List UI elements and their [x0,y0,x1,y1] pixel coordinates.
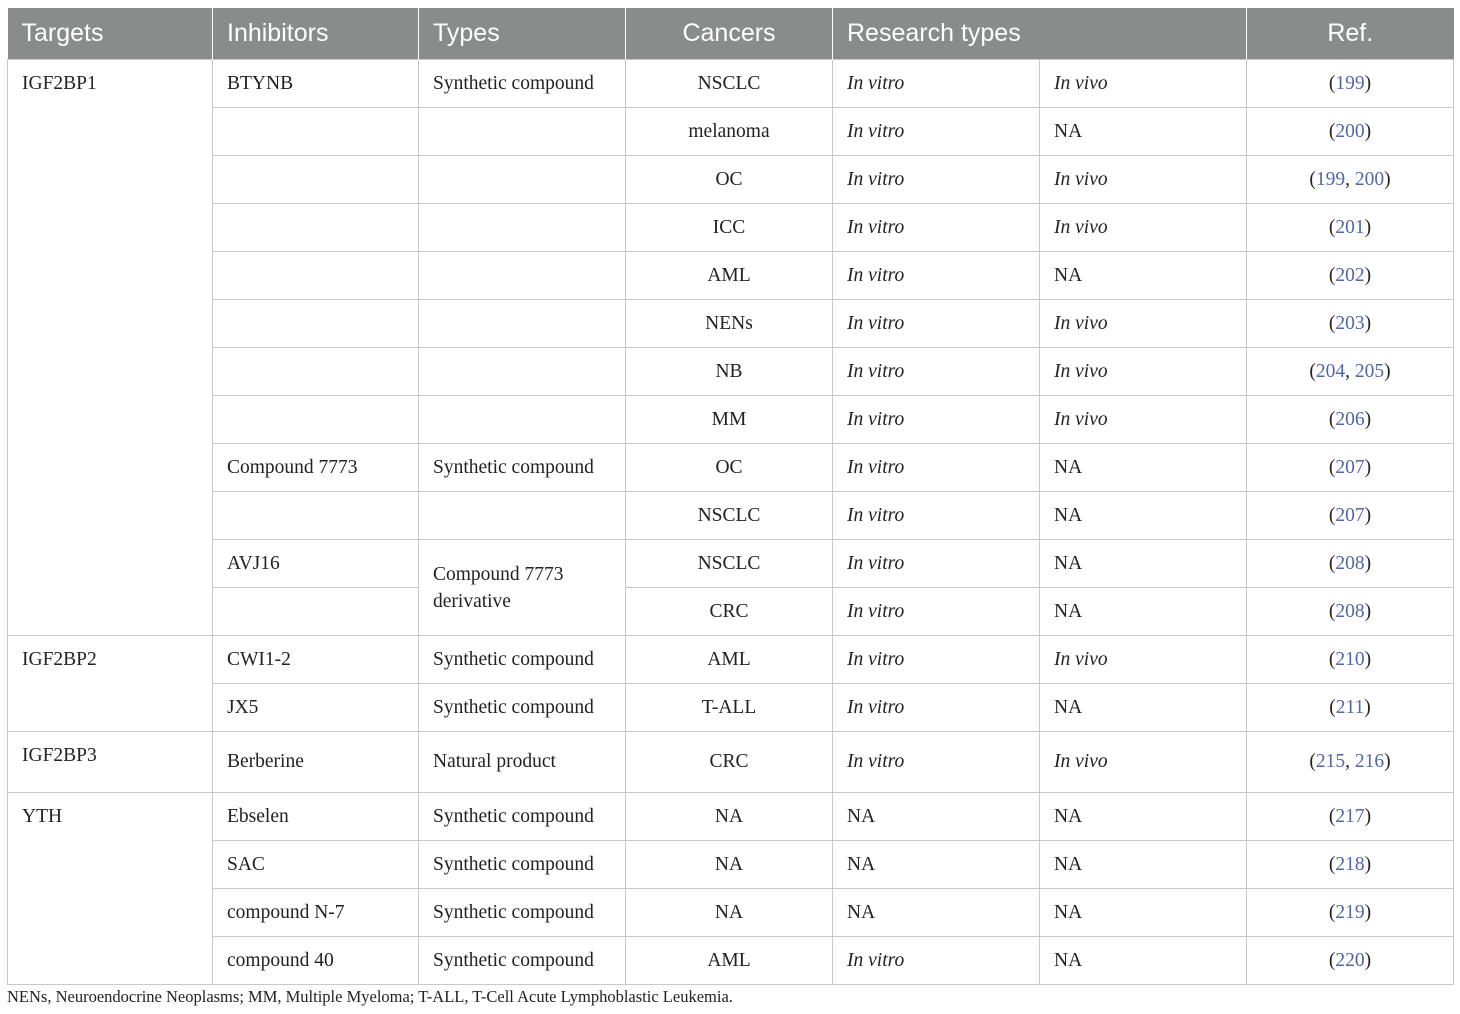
ref-link[interactable]: 200 [1354,168,1385,190]
table-row [8,156,1454,204]
ref-cell [1247,492,1454,540]
type-cell [419,492,626,540]
ref-link[interactable]: 200 [1335,120,1365,142]
in-vitro-cell: In vitro [833,204,1040,252]
type-cell [419,156,626,204]
ref-cell [1247,588,1454,636]
inhibitor-cell: Ebselen [213,793,419,841]
ref-paren: ) [1364,805,1372,827]
ref-separator: , [1345,360,1355,382]
in-vitro-cell: In vitro [833,444,1040,492]
inhibitor-cell: JX5 [213,684,419,732]
in-vivo-cell: In vivo [1040,732,1247,793]
ref-link[interactable]: 216 [1354,751,1385,772]
ref-paren: ( [1329,696,1336,718]
in-vitro-cell: In vitro [833,732,1040,793]
ref-cell [1247,684,1454,732]
ref-paren: ( [1328,408,1336,430]
cancer-cell: OC [626,156,833,204]
ref-link[interactable]: 220 [1335,949,1365,971]
table-row [8,636,1454,684]
in-vivo-cell: In vivo [1040,60,1247,108]
in-vitro-cell: In vitro [833,156,1040,204]
ref-paren: ) [1364,949,1372,971]
ref-link[interactable]: 201 [1335,216,1365,238]
table-row [8,732,1454,793]
type-cell [419,204,626,252]
type-cell: Natural product [419,732,626,793]
inhibitor-cell: Compound 7773 [213,444,419,492]
table-footnote: NENs, Neuroendocrine Neoplasms; MM, Multiple Myeloma; T-ALL, T-Cell Acute Lymphoblastic Leukemia. [7,987,733,1006]
cancer-cell: AML [626,636,833,684]
in-vitro-cell: NA [833,793,1040,841]
inhibitor-cell [213,300,419,348]
in-vitro-cell: In vitro [833,684,1040,732]
ref-link[interactable]: 204 [1315,360,1346,382]
in-vivo-cell: In vivo [1040,156,1247,204]
cancer-cell: NB [626,348,833,396]
ref-paren: ( [1328,949,1336,971]
in-vitro-cell: In vitro [833,396,1040,444]
in-vitro-cell: In vitro [833,348,1040,396]
cancer-cell: NA [626,793,833,841]
ref-paren: ) [1364,600,1372,622]
cancer-cell: MM [626,396,833,444]
ref-separator: , [1345,751,1355,772]
ref-paren: ( [1309,360,1316,382]
inhibitor-cell [213,156,419,204]
ref-paren: ) [1364,72,1372,94]
in-vivo-cell: In vivo [1040,204,1247,252]
inhibitor-cell [213,204,419,252]
ref-paren: ) [1364,408,1372,430]
header-research-types: Research types [833,8,1247,60]
ref-paren: ) [1364,456,1372,478]
table-row [8,492,1454,540]
cancer-cell: OC [626,444,833,492]
ref-cell [1247,108,1454,156]
in-vivo-cell: NA [1040,684,1247,732]
ref-cell [1247,252,1454,300]
table-row [8,60,1454,108]
ref-paren: ( [1328,648,1336,670]
ref-paren: ( [1328,805,1336,827]
type-cell [419,108,626,156]
type-cell: Synthetic compound [419,60,626,108]
ref-paren: ( [1328,504,1336,526]
in-vitro-cell: In vitro [833,540,1040,588]
ref-link[interactable]: 217 [1335,805,1365,827]
ref-cell [1247,60,1454,108]
ref-cell [1247,793,1454,841]
ref-paren: ( [1328,72,1336,94]
cancer-cell: NENs [626,300,833,348]
table-row [8,588,1454,636]
ref-paren: ( [1328,456,1336,478]
ref-cell [1247,300,1454,348]
cancer-cell: NA [626,889,833,937]
ref-link[interactable]: 210 [1335,648,1365,670]
ref-paren: ) [1364,216,1372,238]
ref-paren: ( [1328,600,1336,622]
inhibitor-cell: SAC [213,841,419,889]
ref-paren: ( [1328,312,1336,334]
header-cancers: Cancers [626,8,833,60]
in-vivo-cell: In vivo [1040,636,1247,684]
target-cell: IGF2BP1 [8,60,213,636]
inhibitor-cell: Berberine [213,732,419,793]
table-body [8,60,1454,985]
inhibitor-cell: compound N-7 [213,889,419,937]
in-vitro-cell: In vitro [833,937,1040,985]
inhibitor-cell: AVJ16 [213,540,419,588]
ref-cell [1247,204,1454,252]
table-row [8,348,1454,396]
ref-cell [1247,636,1454,684]
ref-cell [1247,937,1454,985]
ref-link[interactable]: 199 [1315,168,1346,190]
table-row [8,841,1454,889]
ref-cell [1247,732,1454,793]
ref-paren: ( [1309,751,1316,772]
inhibitor-cell: compound 40 [213,937,419,985]
ref-link[interactable]: 219 [1335,901,1365,923]
ref-paren: ) [1364,312,1372,334]
inhibitor-cell [213,252,419,300]
inhibitor-cell [213,396,419,444]
type-cell [419,348,626,396]
header-types: Types [419,8,626,60]
ref-cell [1247,348,1454,396]
in-vitro-cell: In vitro [833,108,1040,156]
in-vivo-cell: In vivo [1040,396,1247,444]
ref-link[interactable]: 208 [1335,552,1365,574]
table-row [8,793,1454,841]
cancer-cell: NSCLC [626,60,833,108]
in-vivo-cell: NA [1040,252,1247,300]
in-vivo-cell: In vivo [1040,348,1247,396]
ref-paren: ) [1364,696,1371,718]
in-vitro-cell: In vitro [833,588,1040,636]
cancer-cell: NA [626,841,833,889]
type-cell: Synthetic compound [419,937,626,985]
cancer-cell: AML [626,937,833,985]
in-vivo-cell: NA [1040,588,1247,636]
inhibitors-table [7,8,1454,985]
ref-link[interactable]: 208 [1335,600,1365,622]
ref-paren: ) [1364,264,1372,286]
type-cell: Compound 7773 derivative [419,540,626,636]
ref-paren: ( [1328,264,1336,286]
table-header [8,8,1454,60]
type-cell: Synthetic compound [419,636,626,684]
ref-paren: ( [1309,168,1316,190]
ref-paren: ) [1364,120,1372,142]
in-vivo-cell: In vivo [1040,300,1247,348]
table-row [8,396,1454,444]
target-cell: IGF2BP3 [8,732,213,793]
header-ref: Ref. [1247,8,1454,60]
ref-link[interactable]: 218 [1335,853,1365,875]
inhibitor-cell [213,108,419,156]
header-targets: Targets [8,8,213,60]
cancer-cell: NSCLC [626,540,833,588]
table-row [8,540,1454,588]
cancer-cell: CRC [626,732,833,793]
ref-paren: ) [1384,168,1391,190]
ref-link[interactable]: 199 [1335,72,1365,94]
ref-paren: ) [1364,901,1372,923]
ref-separator: , [1345,168,1355,190]
ref-paren: ( [1328,120,1336,142]
table-row [8,889,1454,937]
table-row [8,108,1454,156]
ref-cell [1247,889,1454,937]
inhibitor-cell [213,348,419,396]
ref-paren: ) [1364,648,1372,670]
cancer-cell: CRC [626,588,833,636]
cancer-cell: T-ALL [626,684,833,732]
ref-link[interactable]: 215 [1315,751,1346,772]
inhibitors-table-container [7,8,1453,985]
in-vitro-cell: In vitro [833,492,1040,540]
type-cell: Synthetic compound [419,444,626,492]
in-vitro-cell: NA [833,889,1040,937]
ref-paren: ( [1328,901,1336,923]
type-cell: Synthetic compound [419,889,626,937]
ref-paren: ) [1364,504,1372,526]
in-vivo-cell: NA [1040,492,1247,540]
target-cell: YTH [8,793,213,985]
table-row [8,252,1454,300]
ref-link[interactable]: 207 [1335,456,1365,478]
ref-cell [1247,540,1454,588]
type-cell: Synthetic compound [419,684,626,732]
type-cell: Synthetic compound [419,841,626,889]
inhibitor-cell [213,492,419,540]
type-cell: Synthetic compound [419,793,626,841]
in-vivo-cell: NA [1040,841,1247,889]
ref-paren: ) [1364,552,1372,574]
ref-link[interactable]: 202 [1335,264,1365,286]
in-vivo-cell: NA [1040,889,1247,937]
ref-link[interactable]: 203 [1335,312,1365,334]
type-cell [419,300,626,348]
in-vitro-cell: In vitro [833,636,1040,684]
ref-paren: ) [1384,360,1391,382]
ref-cell [1247,841,1454,889]
type-cell [419,396,626,444]
ref-paren: ( [1328,853,1336,875]
inhibitor-cell: CWI1-2 [213,636,419,684]
header-inhibitors: Inhibitors [213,8,419,60]
in-vitro-cell: NA [833,841,1040,889]
ref-cell [1247,156,1454,204]
in-vivo-cell: NA [1040,937,1247,985]
in-vivo-cell: NA [1040,793,1247,841]
cancer-cell: ICC [626,204,833,252]
in-vitro-cell: In vitro [833,252,1040,300]
cancer-cell: AML [626,252,833,300]
table-row [8,444,1454,492]
ref-paren: ( [1328,216,1336,238]
in-vivo-cell: NA [1040,108,1247,156]
cancer-cell: melanoma [626,108,833,156]
ref-link[interactable]: 205 [1354,360,1385,382]
inhibitor-cell [213,588,419,636]
ref-paren: ) [1364,853,1372,875]
in-vivo-cell: NA [1040,444,1247,492]
in-vitro-cell: In vitro [833,300,1040,348]
ref-link[interactable]: 206 [1335,408,1365,430]
table-row [8,300,1454,348]
ref-paren: ) [1384,751,1391,772]
cancer-cell: NSCLC [626,492,833,540]
type-cell [419,252,626,300]
table-row [8,684,1454,732]
target-cell: IGF2BP2 [8,636,213,732]
ref-link[interactable]: 211 [1335,696,1365,718]
table-row [8,937,1454,985]
inhibitor-cell: BTYNB [213,60,419,108]
in-vivo-cell: NA [1040,540,1247,588]
ref-link[interactable]: 207 [1335,504,1365,526]
ref-cell [1247,396,1454,444]
ref-cell [1247,444,1454,492]
table-row [8,204,1454,252]
in-vitro-cell: In vitro [833,60,1040,108]
ref-paren: ( [1328,552,1336,574]
